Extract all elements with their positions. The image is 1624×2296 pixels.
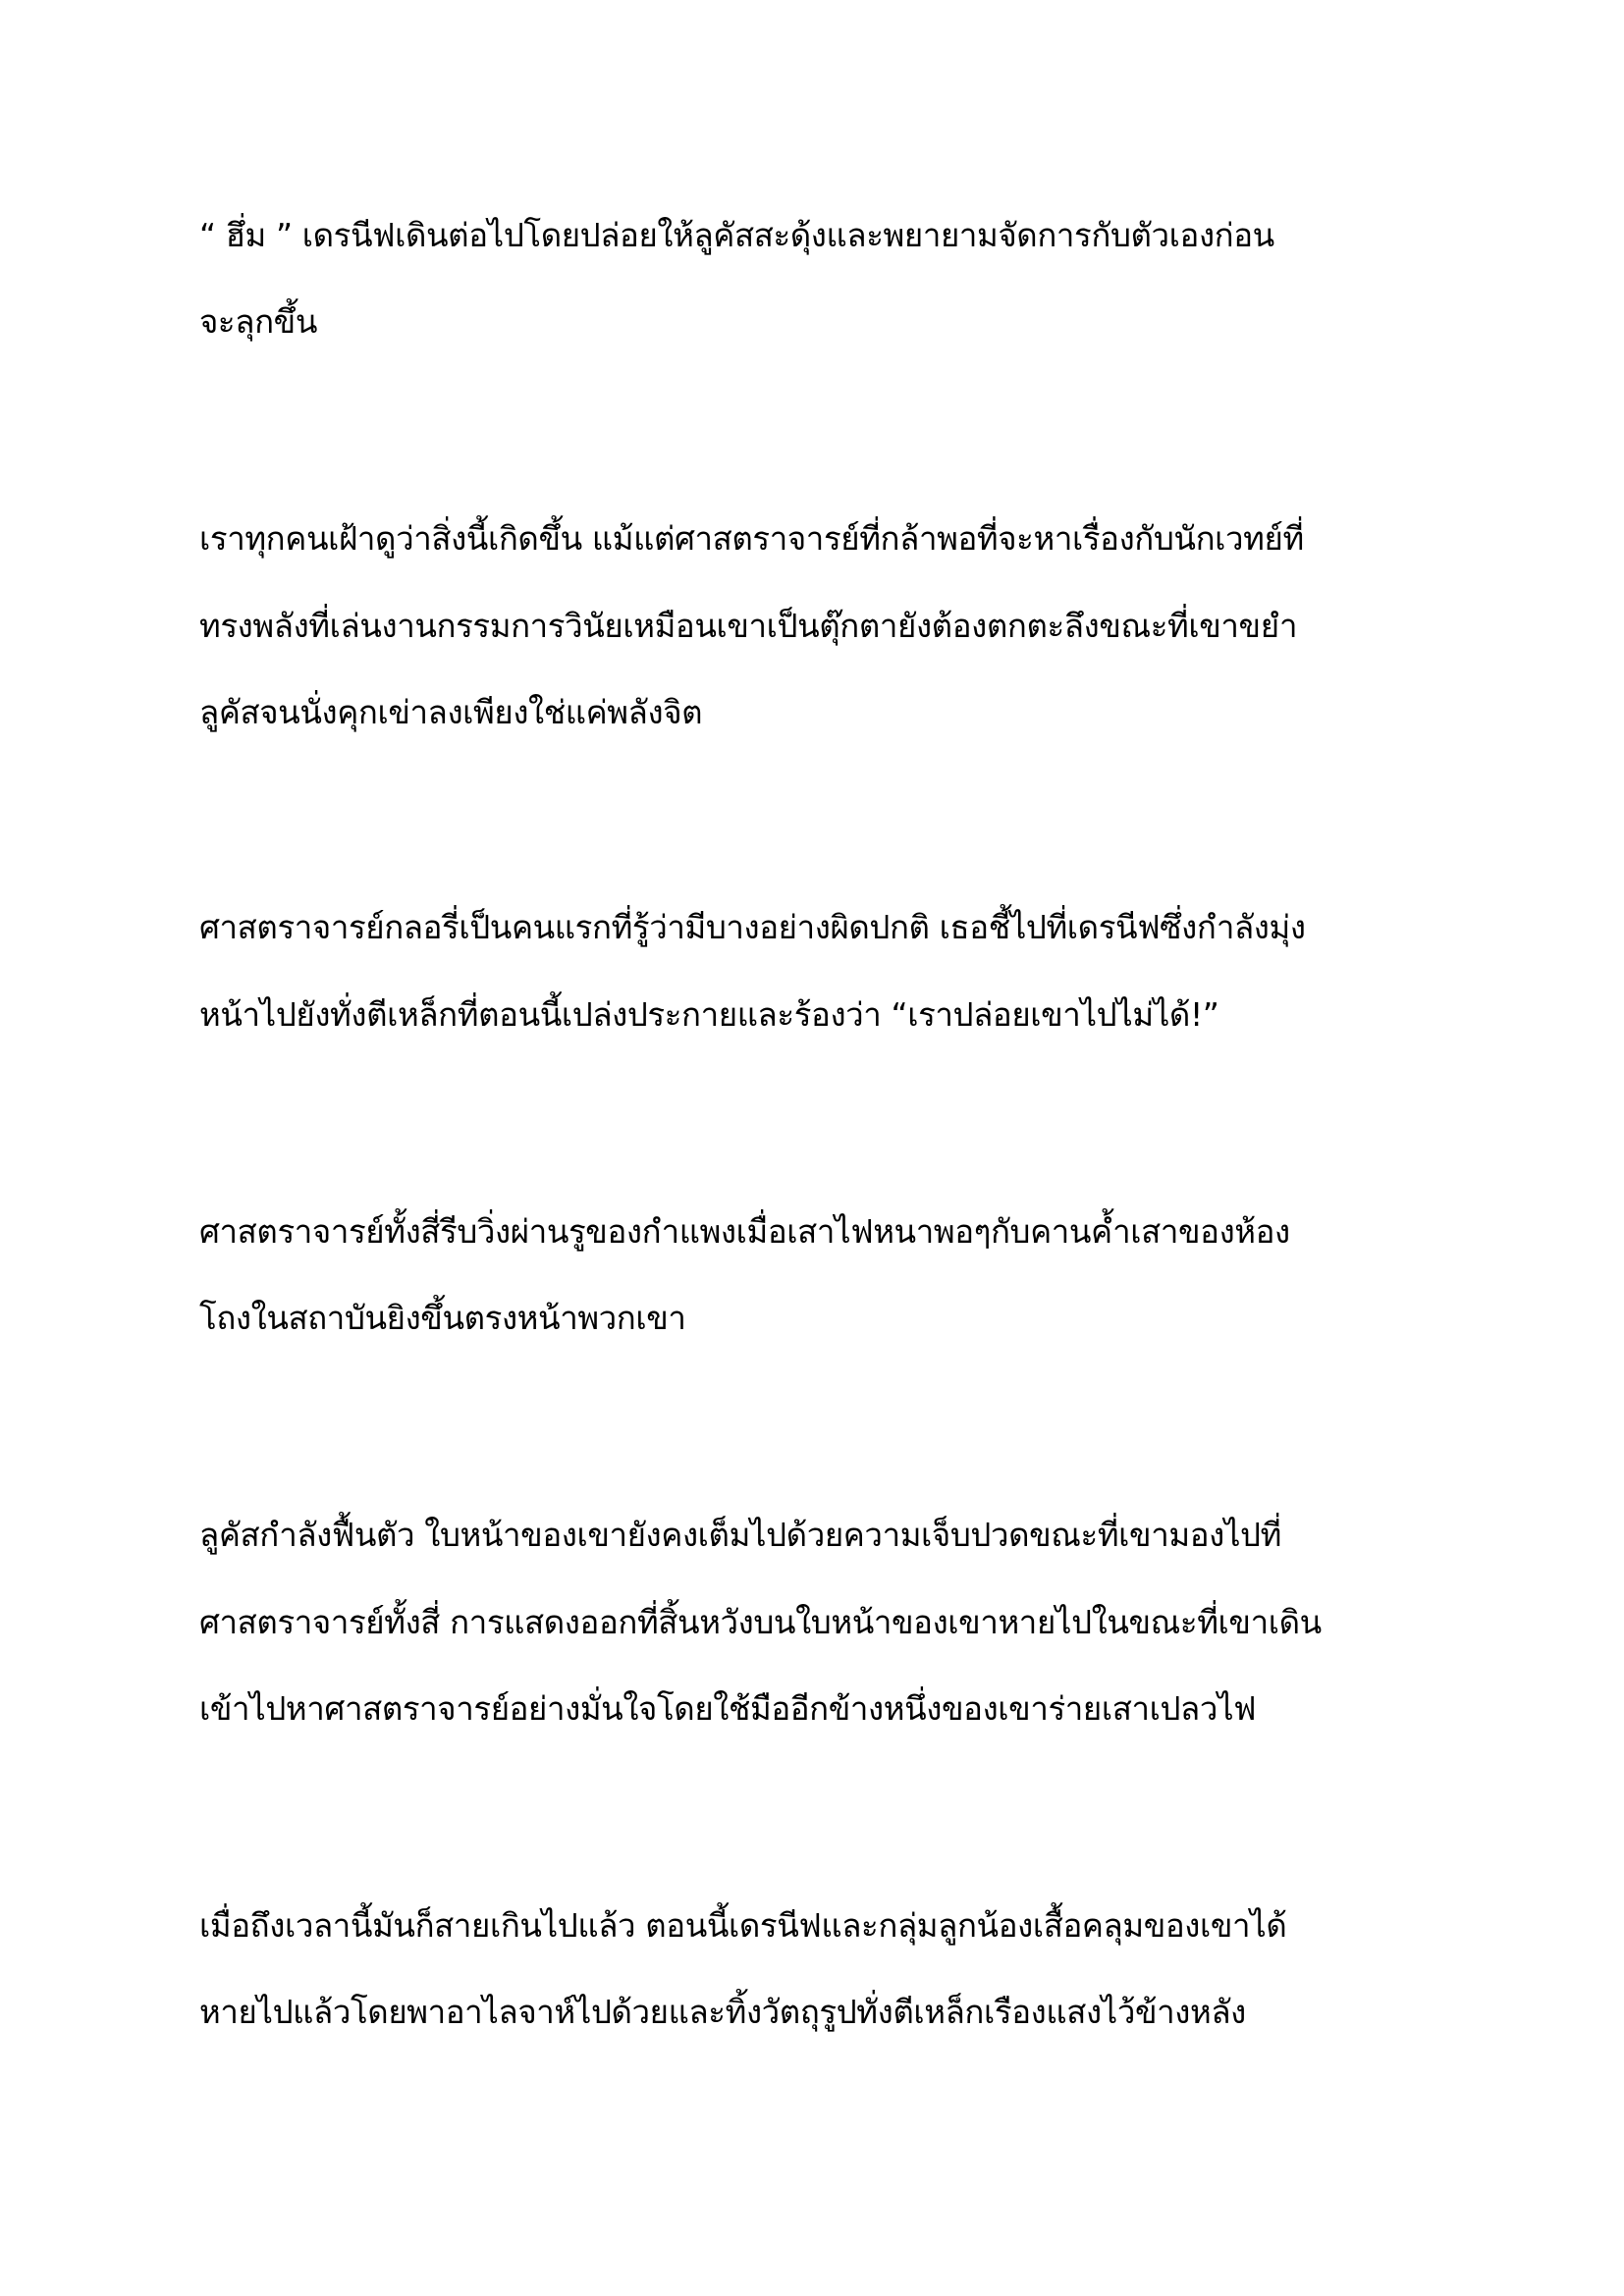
text-line: เราทุกคนเฝ้าดูว่าสิ่งนี้เกิดขึ้น แม้แต่ศาสตราจารย์ที่กล้าพอที่จะหาเรื่องกับนักเวทย์ที่ [199,519,1304,558]
text-line: ศาสตราจารย์ทั้งสี่ การแสดงออกที่สิ้นหวังบนใบหน้าของเขาหายไปในขณะที่เขาเดิน [199,1603,1322,1641]
text-line: จะลุกขึ้น [199,302,317,341]
text-line: ศาสตราจารย์กลอรี่เป็นคนแรกที่รู้ว่ามีบางอย่างผิดปกติ เธอชี้ไปที่เดรนีฟซึ่งกำลังมุ่ง [199,908,1306,946]
text-line: เมื่อถึงเวลานี้มันก็สายเกินไปแล้ว ตอนนี้เดรนีฟและกลุ่มลูกน้องเสื้อคลุมของเขาได้ [199,1906,1287,1945]
text-line: “ ฮึ่ม ” เดรนีฟเดินต่อไปโดยปล่อยให้ลูคัสสะดุ้งและพยายามจัดการกับตัวเองก่อน [199,216,1274,254]
text-line: เข้าไปหาศาสตราจารย์อย่างมั่นใจโดยใช้มืออีกข้างหนึ่งของเขาร่ายเสาเปลวไฟ [199,1689,1257,1728]
text-line: ลูคัสกำลังฟื้นตัว ใบหน้าของเขายังคงเต็มไปด้วยความเจ็บปวดขณะที่เขามองไปที่ [199,1516,1281,1554]
text-line: หายไปแล้วโดยพาอาไลจาห์ไปด้วยและทิ้งวัตถุรูปทั่งตีเหล็กเรืองแสงไว้ข้างหลัง [199,1993,1246,2031]
text-line: หน้าไปยังทั่งตีเหล็กที่ตอนนี้เปล่งประกายและร้องว่า “เราปล่อยเขาไปไม่ได้!” [199,995,1219,1034]
text-line: ลูคัสจนนั่งคุกเข่าลงเพียงใช่แค่พลังจิต [199,693,703,731]
text-line: โถงในสถาบันยิงขึ้นตรงหน้าพวกเขา [199,1299,686,1337]
text-line: ศาสตราจารย์ทั้งสี่รีบวิ่งผ่านรูของกำแพงเมื่อเสาไฟหนาพอๆกับคานค้ำเสาของห้อง [199,1212,1290,1251]
text-line: ทรงพลังที่เล่นงานกรรมการวินัยเหมือนเขาเป็นตุ๊กตายังต้องตกตะลึงขณะที่เขาขยำ [199,607,1298,645]
